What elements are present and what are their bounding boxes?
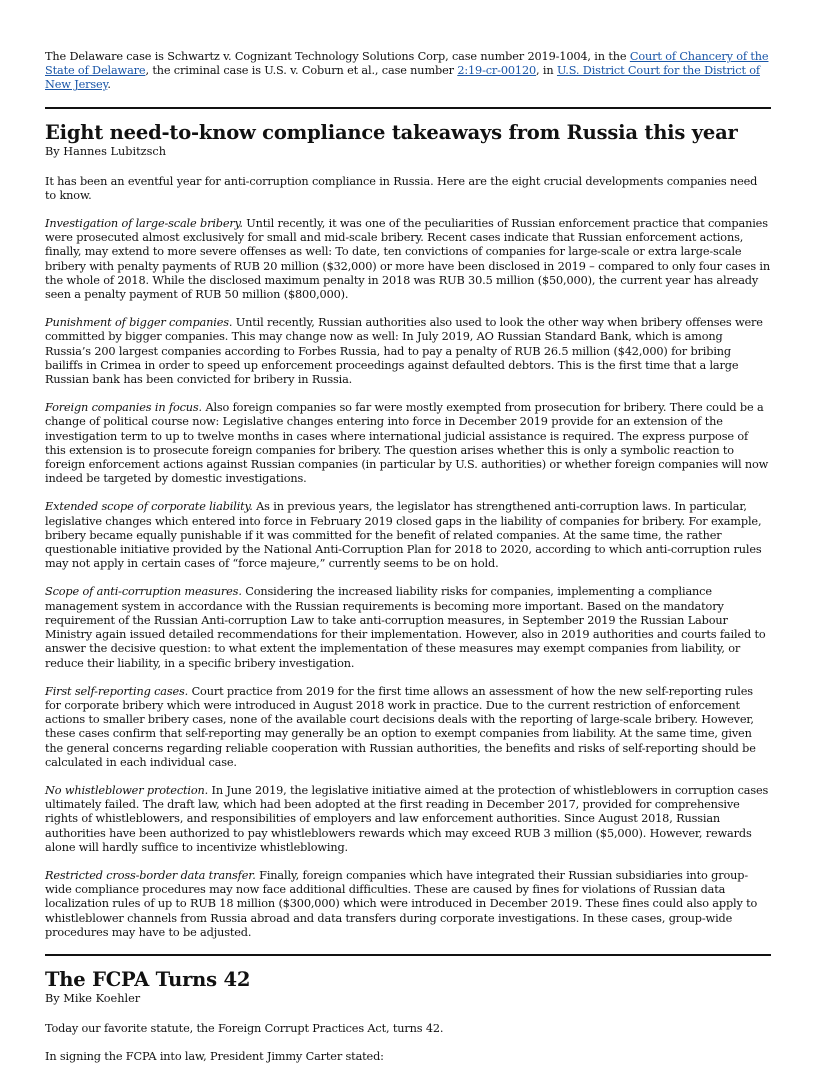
takeaway-heading: No whistleblower protection. bbox=[45, 783, 209, 797]
intro-text-1: The Delaware case is Schwartz v. Cognizant Technology Solutions Corp, case number 2019-1004, in the bbox=[45, 50, 630, 63]
takeaway-text: Finally, foreign companies which have integrated their Russian subsidiaries into group-wide compliance procedures may now face additional difficulties. These are caused by fines for violations of Russian data localization rules of up to RUB 18 million ($300,000) which were introduced in December 2019. These fines could also apply to whistleblower channels from Russia abroad and data transfers during corporate investigations. In these cases, group-wide procedures may have to be adjusted. bbox=[45, 868, 758, 939]
takeaway-paragraph bbox=[45, 585, 771, 670]
article-lead-paragraph: It has been an eventful year for anti-corruption compliance in Russia. Here are the eight crucial developments companies need to know. bbox=[45, 174, 758, 202]
article-title: Eight need-to-know compliance takeaways from Russia this year bbox=[45, 120, 738, 144]
takeaway-paragraph bbox=[45, 685, 771, 770]
takeaway-paragraph bbox=[45, 401, 771, 486]
takeaway-paragraph bbox=[45, 784, 771, 855]
takeaway-text: In June 2019, the legislative initiative aimed at the protection of whistleblowers in corruption cases ultimately failed. The draft law, which had been adopted at the first reading in December 2017, provided for comprehensive rights of whistleblowers, and responsibilities of employers and law enforcement authorities. Since August 2018, Russian authorities have been authorized to pay whistleblowers rewards which may exceed RUB 3 million ($5,000). However, rewards alone will hardly suffice to incentivize whistleblowing. bbox=[45, 783, 769, 854]
district-court-link[interactable]: U.S. District Court for the District of New Jersey bbox=[45, 64, 760, 92]
article-byline: By Hannes Lubitzsch bbox=[45, 144, 167, 158]
takeaway-text: Also foreign companies so far were mostly exempted from prosecution for bribery. There could be a change of political course now: Legislative changes entering into force in December 2019 provide for an extension of the investigation term to up to twelve months in cases where international judicial assistance is required. The express purpose of this extension is to prosecute foreign companies for bribery. The question arises whether this is only a symbolic reaction to foreign enforcement actions against Russian companies (in particular by U.S. authorities) or whether foreign companies will now indeed be targeted by domestic investigations. bbox=[45, 401, 769, 486]
article-paragraph: Today our favorite statute, the Foreign Corrupt Practices Act, turns 42. bbox=[45, 1021, 444, 1035]
article-byline: By Mike Koehler bbox=[45, 991, 141, 1005]
court-of-chancery-link[interactable]: Court of Chancery of the State of Delaware bbox=[45, 50, 769, 78]
article-russia-compliance bbox=[45, 121, 771, 940]
article-title: The FCPA Turns 42 bbox=[45, 967, 251, 991]
takeaway-heading: Punishment of bigger companies. bbox=[45, 316, 233, 330]
takeaway-heading: Restricted cross-border data transfer. bbox=[45, 868, 256, 882]
takeaway-text: Until recently, it was one of the peculiarities of Russian enforcement practice that companies were prosecuted almost exclusively for small and mid-scale bribery. Recent cases indicate that Russian enforcement actions, finally, may extend to more severe offenses as well: To date, ten convictions of companies for large-scale or extra large-scale bribery with penalty payments of RUB 20 million ($32,000) or more have been disclosed in 2019 – compared to only four cases in the whole of 2018. While the disclosed maximum penalty in 2018 was RUB 30.5 million ($50,000), the current year has already seen a penalty payment of RUB 50 million ($800,000). bbox=[45, 217, 770, 302]
takeaway-paragraph bbox=[45, 217, 771, 302]
section-divider bbox=[45, 107, 771, 109]
takeaway-heading: Investigation of large-scale bribery. bbox=[45, 217, 243, 231]
article-fcpa-turns-42 bbox=[45, 968, 771, 1064]
intro-text-2: , the criminal case is U.S. v. Coburn et al., case number bbox=[145, 64, 458, 78]
document-page bbox=[45, 50, 771, 1078]
takeaway-text: As in previous years, the legislator has strengthened anti-corruption laws. In particular, legislative changes which entered into force in February 2019 closed gaps in the liability of companies for bribery. For example, bribery became equally punishable if it was committed for the benefit of related companies. At the same time, the rather questionable initiative provided by the National Anti-Corruption Plan for 2018 to 2020, according to which anti-corruption rules may not apply in certain cases of “force majeure,” currently seems to be on hold. bbox=[45, 500, 762, 571]
takeaway-paragraph bbox=[45, 316, 771, 387]
takeaway-text: Court practice from 2019 for the first time allows an assessment of how the new self-reporting rules for corporate bribery which were introduced in August 2018 work in practice. Due to the current restriction of enforcement actions to smaller bribery cases, none of the available court decisions deals with the reporting of large-scale bribery. However, these cases confirm that self-reporting may generally be an option to exempt companies from liability. At the same time, given the general concerns regarding reliable cooperation with Russian authorities, the benefits and risks of self-reporting should be calculated in each individual case. bbox=[45, 684, 756, 769]
takeaway-heading: Foreign companies in focus. bbox=[45, 401, 202, 415]
takeaway-paragraph bbox=[45, 869, 771, 940]
takeaway-paragraph bbox=[45, 500, 771, 571]
takeaway-heading: Extended scope of corporate liability. bbox=[45, 500, 253, 514]
case-number-link[interactable]: 2:19-cr-00120 bbox=[457, 64, 537, 78]
takeaway-heading: Scope of anti-corruption measures. bbox=[45, 585, 242, 599]
article-paragraph: In signing the FCPA into law, President Jimmy Carter stated: bbox=[45, 1050, 384, 1064]
section-divider bbox=[45, 954, 771, 956]
intro-text-4: . bbox=[107, 78, 111, 92]
takeaway-text: Considering the increased liability risks for companies, implementing a compliance management system in accordance with the Russian requirements is becoming more important. Based on the mandatory requirement of the Russian Anti-corruption Law to take anti-corruption measures, in September 2019 the Russian Labour Ministry again issued detailed recommendations for their implementation. However, also in 2019 authorities and courts failed to answer the decisive question: to what extent the implementation of these measures may exempt companies from liability, or reduce their liability, in a specific bribery investigation. bbox=[45, 585, 766, 670]
intro-text-3: , in bbox=[536, 64, 557, 78]
intro-paragraph bbox=[45, 50, 771, 93]
takeaway-heading: First self-reporting cases. bbox=[45, 684, 189, 698]
takeaway-text: Until recently, Russian authorities also used to look the other way when bribery offenses were committed by bigger companies. This may change now as well: In July 2019, AO Russian Standard Bank, which is among Russia’s 200 largest companies according to Forbes Russia, had to pay a penalty of RUB 26.5 million ($42,000) for bribing bailiffs in Crimea in order to speed up enforcement proceedings against defaulted debtors. This is the first time that a large Russian bank has been convicted for bribery in Russia. bbox=[45, 316, 763, 387]
